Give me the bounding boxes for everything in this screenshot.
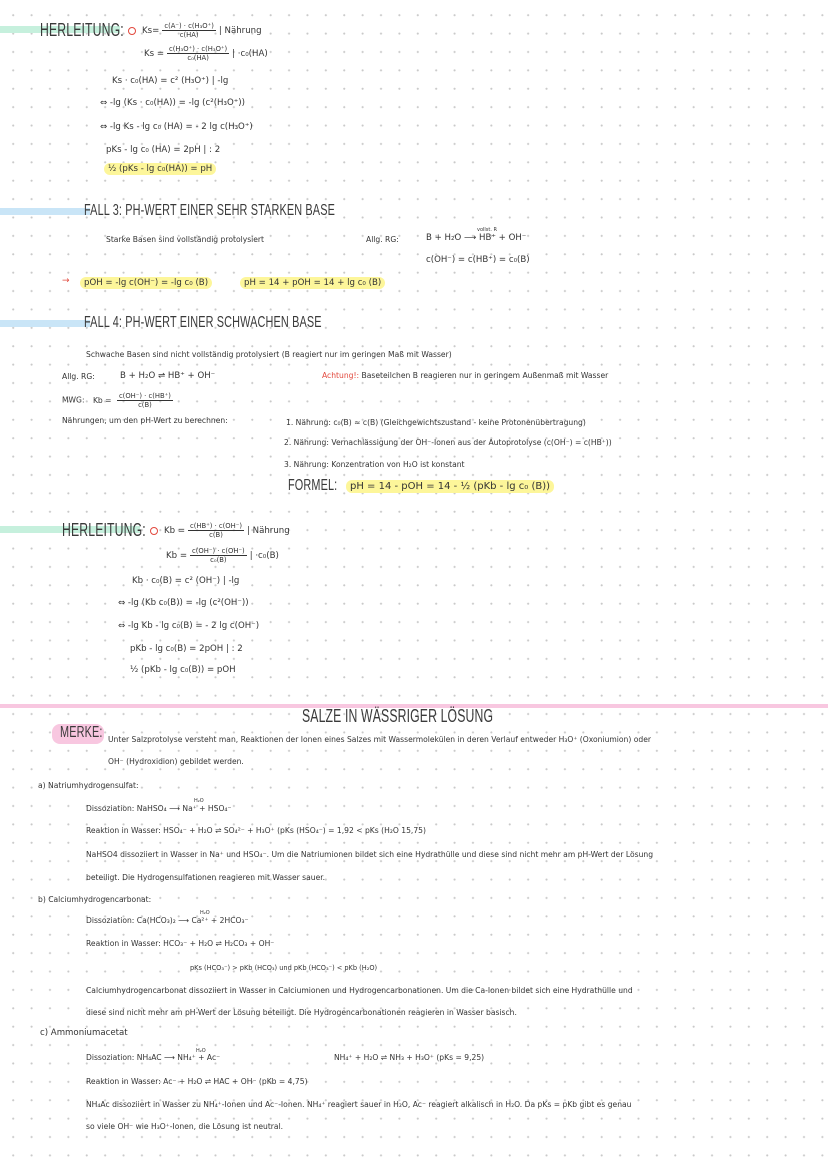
fall3-ph: pH = 14 + pOH = 14 + lg c₀ (B) xyxy=(240,278,385,288)
fall4-naeh-1: 1. Nährung: c₀(B) ≈ c(B) (Gleichgewichtszustand - keine Protonenübertragung) xyxy=(286,418,586,427)
fall4-formel-label: FORMEL: xyxy=(288,477,338,494)
herleitung-2-line-5: ⇔ -lg Kb - lg c₀(B) = - 2 lg c(OH⁻) xyxy=(118,621,260,631)
herleitung-heading-1: HERLEITUNG: xyxy=(40,20,124,40)
fall4-naeh-label: Nährungen, um den pH-Wert zu berechnen: xyxy=(62,416,228,425)
fall4-mwg: MWG: Kb = $\frac{c(OH^-) \cdot c(HB^+)}{c(B)}$ xyxy=(62,392,171,409)
salt-b-diss: Dissoziation: Ca(HCO₃)₂ ⟶ Ca²⁺ + 2HCO₃⁻ xyxy=(86,916,249,925)
fall3-heading: FALL 3: PH-WERT EINER SEHR STARKEN BASE xyxy=(84,202,335,219)
fall4-naeh-2: 2. Nährung: Vernachlässigung der OH⁻-Ionen aus der Autoprotolyse (c(OH⁻) = c(HB⁺)) xyxy=(284,438,612,447)
fall3-rg-arrow-note: vollst. R xyxy=(477,227,498,233)
fall4-formel: pH = 14 - pOH = 14 - ½ (pKb - lg c₀ (B)) xyxy=(346,481,554,492)
herleitung-2-line-3: Kb · c₀(B) = c² (OH⁻) | -lg xyxy=(132,576,240,586)
fall4-rg: B + H₂O ⇌ HB⁺ + OH⁻ xyxy=(120,371,216,381)
herleitung-1-ks-line-1: Ks= $\frac{\text{c(A⁻) · c(H₃O⁺)}}{c(HA)}$ | Nährung xyxy=(128,22,262,39)
fall4-achtung: Achtung!: Baseteilchen B reagieren nur in geringem Außenmaß mit Wasser xyxy=(322,371,609,380)
salt-a-text-2: beteiligt. Die Hydrogensulfationen reagieren mit Wasser sauer. xyxy=(86,873,326,882)
herleitung-2-line-4: ⇔ -lg (Kb c₀(B)) = -lg (c²(OH⁻)) xyxy=(118,598,249,608)
salt-b-pk: pKs (HCO₃⁻) > pKb (HCO₃) und pKb (HCO₃⁻) < pKb (H₂O) xyxy=(190,964,378,972)
fraction: $\frac{c(HB^+) \cdot c(OH^-)}{c(B)}$ xyxy=(190,522,243,539)
salt-c-diss-note: H₂O xyxy=(196,1048,206,1054)
fall4-rg-label: Allg. RG: xyxy=(62,372,95,381)
section-band-fall3 xyxy=(0,208,90,215)
herleitung-2-result: ½ (pKb - lg c₀(B)) = pOH xyxy=(130,665,236,675)
herleitung-2-kb-line-2: Kb = $\frac{c(OH^-) \cdot c(OH^-)}{\text{c₀(B)}}$ | ·c₀(B) xyxy=(166,547,279,564)
salt-c-text-1: NH₄Ac dissoziiert in Wasser zu NH₄⁺-Ionen und Ac⁻-Ionen. NH₄⁺ reagiert sauer in H₂O, Ac⁻ reagiert alkalisch in H₂O. Da pKs = pKb gibt es genau xyxy=(86,1100,632,1109)
herleitung-1-ks-line-2: Ks = $\frac{\text{c(H₃O⁺) · c(H₃O⁺)}}{\text{c₀(HA)}}$ | ·c₀(HA) xyxy=(144,45,268,62)
red-bullet-icon xyxy=(128,27,136,35)
salt-a-reak: Reaktion in Wasser: HSO₄⁻ + H₂O ⇌ SO₄²⁻ + H₃O⁺ (pKs (HSO₄⁻) = 1,92 < pKs (H₂O 15,75) xyxy=(86,826,426,835)
salt-c-reak: Reaktion in Wasser: Ac⁻ + H₂O ⇌ HAC + OH⁻ (pKb = 4,75) xyxy=(86,1077,308,1086)
fraction: $\frac{\text{c(H₃O⁺) · c(H₃O⁺)}}{\text{c₀(HA)}}$ xyxy=(169,45,228,62)
fall3-poh: pOH = -lg c(OH⁻) = -lg c₀ (B) xyxy=(80,278,212,288)
merke-line-2: OH⁻ (Hydroxidion) gebildet werden. xyxy=(108,757,244,766)
fall3-text: Starke Basen sind vollständig protolysiert xyxy=(106,235,265,244)
merke-line-1: Unter Salzprotolyse versteht man, Reaktionen der Ionen eines Salzes mit Wassermolekülen in deren Verlauf entweder H₃O⁺ (Oxoniumion) oder xyxy=(108,735,651,744)
herleitung-1-line-5: ⇔ -lg Ks - lg c₀ (HA) = - 2 lg c(H₃O⁺) xyxy=(100,122,253,132)
salt-b-reak: Reaktion in Wasser: HCO₃⁻ + H₂O ⇌ H₂CO₃ + OH⁻ xyxy=(86,939,275,948)
merke-label: MERKE: xyxy=(60,724,103,741)
salt-a-text-1: NaHSO4 dissoziiert in Wasser in Na⁺ und HSO₄⁻. Um die Natriumionen bildet sich eine Hydrathülle und diese sind nicht mehr am pH-Wert der Lösung xyxy=(86,850,654,859)
herleitung-1-result: ½ (pKs - lg c₀(HA)) = pH xyxy=(104,164,216,174)
fraction: $\frac{c(OH^-) \cdot c(OH^-)}{\text{c₀(B)}}$ xyxy=(192,547,245,564)
fall4-naeh-3: 3. Nährung: Konzentration von H₂O ist konstant xyxy=(284,460,465,469)
salt-c-title: c) Ammoniumacetat xyxy=(40,1028,128,1038)
fraction: $\frac{c(OH^-) \cdot c(HB^+)}{c(B)}$ xyxy=(118,392,171,409)
fall3-rg-label: Allg. RG: xyxy=(366,235,399,244)
section-band-fall4 xyxy=(0,320,90,327)
salt-c-diss-2: NH₄⁺ + H₂O ⇌ NH₃ + H₃O⁺ (pKs = 9,25) xyxy=(334,1053,485,1062)
herleitung-2-kb-line-1: Kb = $\frac{c(HB^+) \cdot c(OH^-)}{c(B)}$ | Nährung xyxy=(150,522,290,539)
herleitung-2-line-6: pKb - lg c₀(B) = 2pOH | : 2 xyxy=(130,644,243,654)
herleitung-heading-2: HERLEITUNG: xyxy=(62,520,146,540)
fall4-text: Schwache Basen sind nicht vollständig protolysiert (B reagiert nur im geringen Maß mit Wasser) xyxy=(86,350,452,359)
salt-b-text-2: diese sind nicht mehr am pH-Wert der Lösung beteiligt. Die Hydrogencarbonationen reagieren in Wasser basisch. xyxy=(86,1008,517,1017)
salt-b-diss-note: H₂O xyxy=(200,910,210,916)
salt-a-title: a) Natriumhydrogensulfat: xyxy=(38,781,139,790)
fall3-rg: B + H₂O ⟶ HB⁺ + OH⁻ xyxy=(426,233,527,243)
fraction: $\frac{\text{c(A⁻) · c(H₃O⁺)}}{c(HA)}$ xyxy=(164,22,214,39)
herleitung-1-line-3: Ks · c₀(HA) = c² (H₃O⁺) | -lg xyxy=(112,76,229,86)
salt-c-diss: Dissoziation: NH₄AC ⟶ NH₄⁺ + Ac⁻ xyxy=(86,1053,221,1062)
arrow-right-icon: → xyxy=(62,276,70,286)
red-bullet-icon xyxy=(150,527,158,535)
salze-heading: SALZE IN WÄSSRIGER LÖSUNG xyxy=(302,706,494,726)
salt-a-diss-note: H₂O xyxy=(194,798,204,804)
salt-a-diss: Dissoziation: NaHSO₄ ⟶ Na⁺ + HSO₄⁻ xyxy=(86,804,232,813)
salt-b-text-1: Calciumhydrogencarbonat dissoziiert in Wasser in Calciumionen und Hydrogencarbonationen. Um die Ca-Ionen bildet sich eine Hydrathülle und xyxy=(86,986,633,995)
fall3-eq: c(OH⁻) = c(HB⁺) = c₀(B) xyxy=(426,255,530,265)
herleitung-1-line-4: ⇔ -lg (Ks · c₀(HA)) = -lg (c²(H₃O⁺)) xyxy=(100,98,245,108)
herleitung-1-line-6: pKs - lg c₀ (HA) = 2pH | : 2 xyxy=(106,145,221,155)
salt-b-title: b) Calciumhydrogencarbonat: xyxy=(38,895,152,904)
fall4-heading: FALL 4: PH-WERT EINER SCHWACHEN BASE xyxy=(84,314,322,331)
salt-c-text-2: so viele OH⁻ wie H₃O⁺-Ionen, die Lösung ist neutral. xyxy=(86,1122,284,1131)
